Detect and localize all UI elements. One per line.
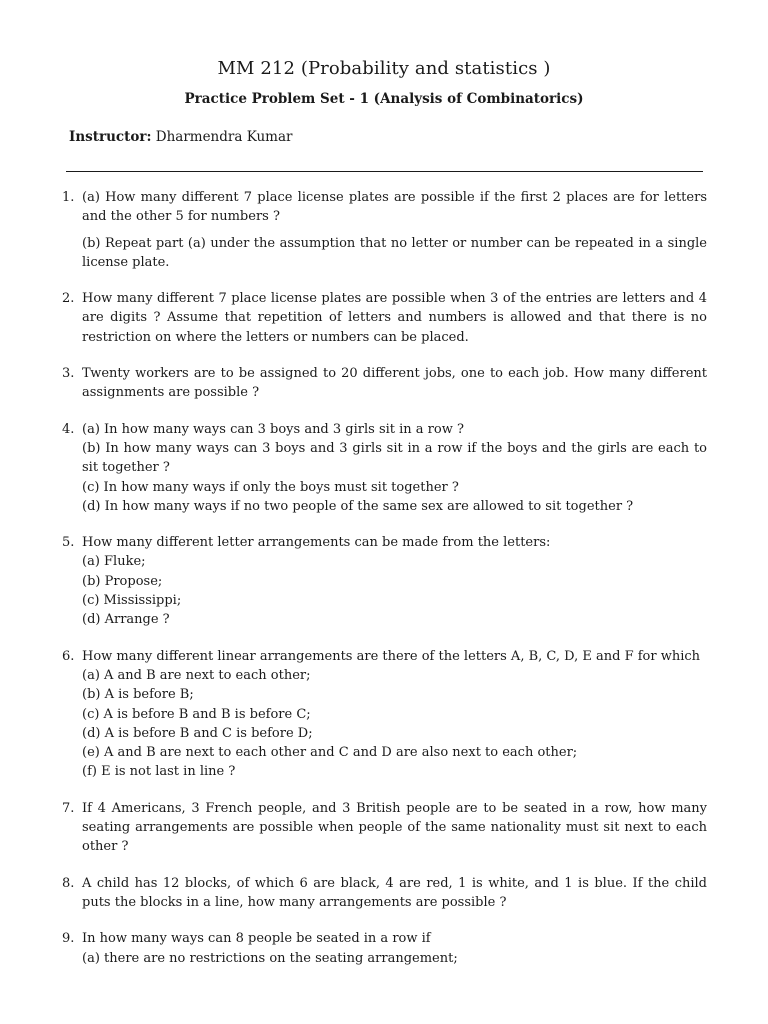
problem-9 [62,929,707,968]
problem-1-part-b: (b) Repeat part (a) under the assumption that no letter or number can be repeated in a single license plate. [82,235,707,270]
problem-6-part-a: (a) A and B are next to each other; [82,667,311,683]
problem-5-part-c: (c) Mississippi; [82,593,182,609]
problem-number: 1. [62,190,75,205]
problem-1-part-a: (a) How many different 7 place license plates are possible if the first 2 places are for letters and the other 5 for numbers ? [82,190,707,225]
problem-number: 2. [62,291,75,307]
problem-4-part-a: (a) In how many ways can 3 boys and 3 girls sit in a row ? [82,421,464,437]
problem-9-stem: In how many ways can 8 people be seated in a row if [82,931,431,947]
problem-6-part-c: (c) A is before B and B is before C; [82,706,311,722]
problem-6-part-f: (f) E is not last in line ? [82,764,236,780]
problem-4 [62,420,707,516]
problem-3-text: Twenty workers are to be assigned to 20 different jobs, one to each job. How many different assignments are possible ? [82,366,707,401]
problem-number: 5. [62,535,75,551]
problem-number: 9. [62,931,75,947]
problem-6-part-e: (e) A and B are next to each other and C and D are also next to each other; [82,745,578,761]
problem-8-text: A child has 12 blocks, of which 6 are black, 4 are red, 1 is white, and 1 is blue. If the child puts the blocks in a line, how many arrangements are possible ? [82,875,707,910]
instructor-name: Dharmendra Kumar [155,129,293,145]
problem-6-stem: How many different linear arrangements are there of the letters A, B, C, D, E and F for which [82,648,701,664]
problem-4-part-b: (b) In how many ways can 3 boys and 3 girls sit in a row if the boys and the girls are each to sit together ? [82,440,707,476]
problem-4-part-c: (c) In how many ways if only the boys must sit together ? [82,479,459,495]
problem-5-part-d: (d) Arrange ? [82,612,170,628]
problem-5-part-a: (a) Fluke; [82,554,146,570]
problem-list [62,188,707,985]
problem-number: 3. [62,366,75,382]
problem-number: 8. [62,875,75,891]
problem-number: 7. [62,800,75,816]
problem-6 [62,647,707,782]
document-subtitle: Practice Problem Set - 1 (Analysis of Combinatorics) [184,91,584,107]
problem-4-part-d: (d) In how many ways if no two people of the same sex are allowed to sit together ? [82,498,634,514]
problem-6-part-d: (d) A is before B and C is before D; [82,725,313,741]
problem-5-stem: How many different letter arrangements can be made from the letters: [82,535,551,551]
instructor-label: Instructor: [69,129,152,145]
document-title: MM 212 (Probability and statistics ) [217,58,551,79]
problem-8 [62,874,707,913]
problem-1 [62,188,707,272]
problem-7-text: If 4 Americans, 3 French people, and 3 British people are to be seated in a row, how many seating arrangements are possible when people of the same nationality must sit next to each other ? [82,800,707,855]
problem-number: 4. [62,421,75,437]
problem-5 [62,533,707,629]
problem-number: 6. [62,648,75,664]
instructor-line [69,129,292,145]
problem-7 [62,799,707,857]
problem-6-part-b: (b) A is before B; [82,687,194,703]
problem-9-part-a: (a) there are no restrictions on the seating arrangement; [82,950,458,966]
problem-5-part-b: (b) Propose; [82,573,163,589]
problem-3 [62,364,707,403]
problem-2 [62,289,707,347]
header-divider [66,171,703,172]
problem-2-text: How many different 7 place license plates are possible when 3 of the entries are letters and 4 are digits ? Assume that repetition of letters and numbers is allowed and that there is no restriction on where the letters or numbers can be placed. [82,291,707,345]
